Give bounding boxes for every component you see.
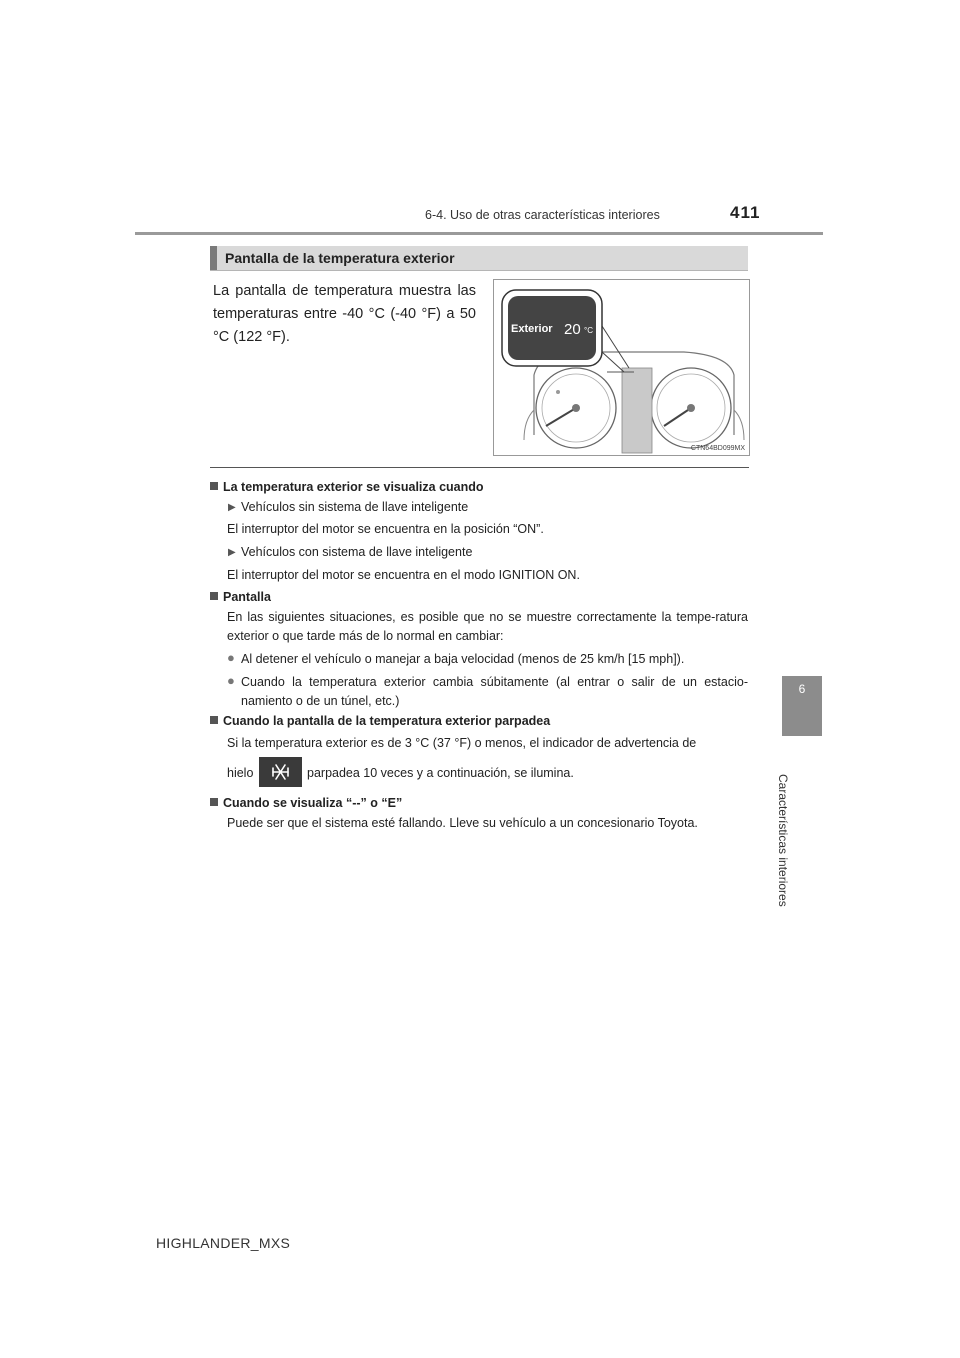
- square-bullet-icon: [210, 798, 218, 806]
- section-divider: [210, 467, 749, 468]
- instrument-cluster-illustration: [494, 280, 749, 455]
- figure-code: CTN64BD099MX: [690, 445, 745, 452]
- note-text: En las siguientes situaciones, es posible que no se muestre correctamente la tempe-ratura exterior o que tarde más de lo normal en cambiar:: [227, 610, 748, 643]
- circle-bullet-icon: ●: [227, 650, 235, 665]
- note-text: hielo: [227, 766, 254, 780]
- section-header: [210, 246, 748, 271]
- page-number: 411: [730, 203, 761, 222]
- square-bullet-icon: [210, 716, 218, 724]
- circle-bullet-icon: ●: [227, 673, 235, 688]
- note-heading: Pantalla: [210, 590, 271, 604]
- display-label: Exterior: [511, 323, 553, 335]
- intro-paragraph: La pantalla de temperatura muestra las temperaturas entre -40 °C (-40 °F) a 50 °C (122 °F).: [213, 283, 476, 345]
- display-unit: °C: [584, 326, 593, 335]
- triangle-bullet-icon: ▶: [228, 502, 236, 513]
- section-title: Pantalla de la temperatura exterior: [225, 250, 455, 266]
- triangle-bullet-icon: ▶: [228, 547, 236, 558]
- instrument-cluster-figure: [493, 279, 750, 456]
- chapter-number: 6: [798, 682, 806, 696]
- condition-text: El interruptor del motor se encuentra en el modo IGNITION ON.: [227, 568, 580, 582]
- note-heading: La temperatura exterior se visualiza cuando: [210, 480, 484, 494]
- section-header-bar: [210, 246, 217, 270]
- bullet-text: Al detener el vehículo o manejar a baja velocidad (menos de 25 km/h [15 mph]).: [241, 652, 685, 666]
- display-value: 20: [564, 321, 581, 338]
- chapter-label: Características interiores: [776, 774, 790, 907]
- header-rule: [135, 232, 823, 235]
- running-header: 6-4. Uso de otras características interiores: [425, 208, 660, 222]
- footer-model: HIGHLANDER_MXS: [156, 1235, 291, 1251]
- condition-text: El interruptor del motor se encuentra en la posición “ON”.: [227, 522, 544, 536]
- note-heading: Cuando la pantalla de la temperatura exterior parpadea: [210, 714, 550, 728]
- condition-label: Vehículos con sistema de llave inteligente: [241, 545, 473, 559]
- bullet-text: Cuando la temperatura exterior cambia súbitamente (al entrar o salir de un estacio-namiento o de un túnel, etc.): [241, 675, 748, 708]
- note-text: Puede ser que el sistema esté fallando. Lleve su vehículo a un concesionario Toyota.: [227, 816, 698, 830]
- square-bullet-icon: [210, 592, 218, 600]
- ice-warning-icon: [259, 757, 302, 787]
- note-heading: Cuando se visualiza “--” o “E”: [210, 796, 402, 810]
- condition-label: Vehículos sin sistema de llave inteligente: [241, 500, 469, 514]
- note-text: parpadea 10 veces y a continuación, se ilumina.: [307, 766, 574, 780]
- note-text: Si la temperatura exterior es de 3 °C (37 °F) o menos, el indicador de advertencia de: [227, 736, 697, 750]
- square-bullet-icon: [210, 482, 218, 490]
